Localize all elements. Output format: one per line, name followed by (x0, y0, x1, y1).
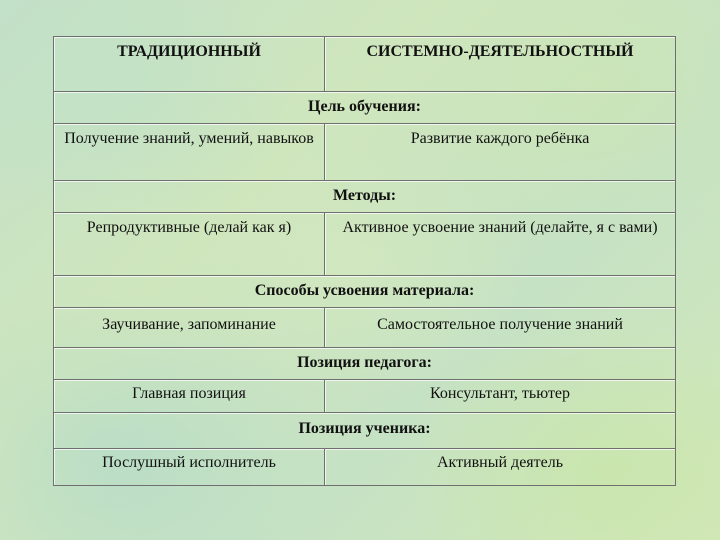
table-row (54, 213, 676, 276)
section-title-learning-ways: Способы усвоения материала: (54, 276, 676, 308)
teacher-position-traditional: Главная позиция (54, 380, 325, 413)
header-system-activity: СИСТЕМНО-ДЕЯТЕЛЬНОСТНЫЙ (325, 37, 676, 92)
table-row (54, 449, 676, 486)
student-position-traditional: Послушный исполнитель (54, 449, 325, 486)
table-row (54, 124, 676, 181)
table-row (54, 308, 676, 348)
section-title-row (54, 92, 676, 124)
methods-traditional: Репродуктивные (делай как я) (54, 213, 325, 276)
section-title-row (54, 181, 676, 213)
section-title-row (54, 413, 676, 449)
section-title-teacher-position: Позиция педагога: (54, 348, 676, 380)
section-title-student-position: Позиция ученика: (54, 413, 676, 449)
goal-system-activity: Развитие каждого ребёнка (325, 124, 676, 181)
comparison-table (53, 36, 676, 486)
table-row (54, 380, 676, 413)
goal-traditional: Получение знаний, умений, навыков (54, 124, 325, 181)
section-title-row (54, 276, 676, 308)
teacher-position-system-activity: Консультант, тьютер (325, 380, 676, 413)
header-traditional: ТРАДИЦИОННЫЙ (54, 37, 325, 92)
learning-ways-system-activity: Самостоятельное получение знаний (325, 308, 676, 348)
student-position-system-activity: Активный деятель (325, 449, 676, 486)
methods-system-activity: Активное усвоение знаний (делайте, я с вами) (325, 213, 676, 276)
section-title-goal: Цель обучения: (54, 92, 676, 124)
section-title-row (54, 348, 676, 380)
section-title-methods: Методы: (54, 181, 676, 213)
table-header-row (54, 37, 676, 92)
learning-ways-traditional: Заучивание, запоминание (54, 308, 325, 348)
